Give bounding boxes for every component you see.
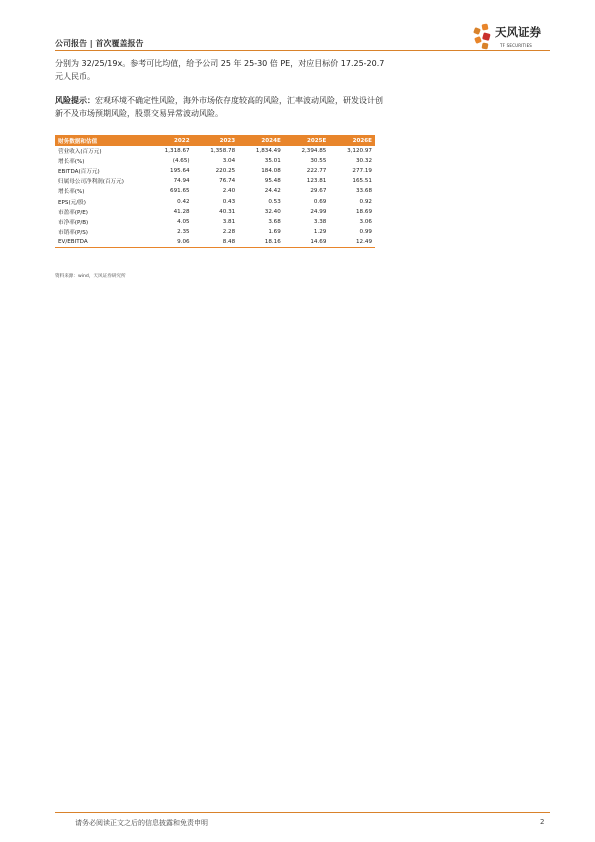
year-header: 2026E — [329, 135, 375, 146]
table-cell: 18.16 — [238, 237, 284, 248]
row-label: 市销率(P/S) — [58, 229, 88, 236]
table-cell: 30.32 — [355, 158, 372, 165]
table-cell: 184.08 — [261, 168, 281, 175]
company-logo — [471, 22, 551, 52]
footer-divider — [55, 812, 550, 813]
table-cell: 29.67 — [310, 188, 327, 195]
risk-paragraph — [55, 95, 385, 120]
table-cell: 40.31 — [219, 208, 236, 215]
table-cell: 1,358.78 — [210, 148, 236, 155]
table-cell: 4.05 — [177, 218, 190, 225]
risk-label: 风险提示： — [55, 96, 95, 105]
table-row — [55, 166, 375, 176]
table-cell: 2,394.85 — [301, 148, 327, 155]
table-row — [55, 196, 375, 206]
table-cell: 3,120.97 — [347, 148, 372, 155]
table-cell: 24.99 — [310, 208, 327, 215]
report-type-header: 公司报告 | 首次覆盖报告 — [55, 39, 144, 48]
table-cell: 9.06 — [147, 237, 193, 248]
table-cell: 3.68 — [268, 218, 281, 225]
table-cell: 0.43 — [222, 198, 236, 205]
logo-text: 天风证券 — [495, 25, 541, 39]
table-cell: 0.92 — [359, 198, 372, 205]
table-cell: 2.35 — [177, 228, 190, 235]
row-label: 市盈率(P/E) — [58, 209, 88, 216]
table-cell: 1.69 — [268, 228, 281, 235]
table-cell: 3.38 — [313, 218, 327, 225]
table-cell: 222.77 — [306, 168, 327, 175]
table-cell: 0.69 — [313, 198, 327, 205]
row-label: 增长率(%) — [58, 189, 85, 196]
table-row — [55, 176, 375, 186]
financial-data-table — [55, 135, 375, 248]
table-title: 财务数据和估值 — [55, 135, 147, 146]
table-cell: 41.28 — [173, 208, 190, 215]
table-row — [55, 207, 375, 217]
table-cell: 691.65 — [170, 188, 190, 195]
table-row — [55, 237, 375, 248]
logo-mark-icon — [471, 22, 497, 52]
table-row — [55, 186, 375, 196]
table-cell: 95.48 — [264, 178, 281, 185]
table-row — [55, 217, 375, 227]
row-label: 归属母公司净利润(百万元) — [58, 179, 124, 186]
table-cell: 24.42 — [264, 188, 281, 195]
table-cell: 14.69 — [284, 237, 330, 248]
row-label: 市净率(P/B) — [58, 219, 89, 226]
table-row — [55, 146, 375, 156]
table-cell: 1,318.67 — [164, 148, 190, 155]
table-cell: 8.48 — [193, 237, 239, 248]
table-cell: 3.06 — [359, 218, 372, 225]
table-cell: 0.53 — [268, 198, 281, 205]
table-row — [55, 227, 375, 237]
row-label: 营业收入(百万元) — [58, 149, 102, 156]
page-number: 2 — [540, 818, 545, 826]
row-label: 增长率(%) — [58, 159, 85, 166]
year-header: 2023 — [193, 135, 239, 146]
year-header: 2022 — [147, 135, 193, 146]
table-cell: 18.69 — [355, 208, 372, 215]
table-cell: 76.74 — [219, 178, 236, 185]
table-cell: 3.81 — [222, 218, 236, 225]
row-label: EV/EBITDA — [55, 237, 147, 248]
table-cell: 277.19 — [352, 168, 372, 175]
logo-subtext: TF SECURITIES — [500, 43, 533, 48]
footer-disclaimer: 请务必阅读正文之后的信息披露和免责申明 — [75, 819, 208, 827]
table-cell: (4.65) — [172, 158, 190, 165]
financial-table-container — [55, 135, 375, 248]
table-cell: 33.68 — [355, 188, 372, 195]
table-row — [55, 156, 375, 166]
table-cell: 74.94 — [173, 178, 190, 185]
valuation-paragraph: 分别为 32/25/19x。参考可比均值，给予公司 25 年 25-30 倍 PE，对应目标价 17.25-20.7 元人民币。 — [55, 59, 385, 81]
table-cell: 1,834.49 — [255, 148, 281, 155]
table-cell: 220.25 — [215, 168, 236, 175]
table-cell: 1.29 — [313, 228, 327, 235]
table-cell: 3.04 — [222, 158, 236, 165]
row-label: EBITDA(百万元) — [58, 169, 100, 176]
year-header: 2024E — [238, 135, 284, 146]
header-divider — [55, 50, 550, 51]
table-cell: 0.99 — [359, 228, 372, 235]
table-header-row — [55, 135, 375, 146]
table-cell: 32.40 — [264, 208, 281, 215]
table-cell: 12.49 — [329, 237, 375, 248]
table-cell: 30.55 — [310, 158, 327, 165]
table-cell: 123.81 — [306, 178, 327, 185]
table-source-note: 资料来源：wind，天风证券研究所 — [55, 274, 126, 279]
year-header: 2025E — [284, 135, 330, 146]
table-cell: 195.64 — [170, 168, 190, 175]
table-cell: 165.51 — [352, 178, 372, 185]
table-cell: 2.28 — [222, 228, 236, 235]
table-cell: 2.40 — [222, 188, 236, 195]
table-cell: 35.01 — [264, 158, 281, 165]
row-label: EPS(元/股) — [58, 199, 86, 206]
table-cell: 0.42 — [177, 198, 190, 205]
risk-text: 宏观环境不确定性风险，海外市场依存度较高的风险，汇率波动风险，研发设计创新不及市场预期风险，股票交易异常波动风险。 — [55, 96, 383, 118]
